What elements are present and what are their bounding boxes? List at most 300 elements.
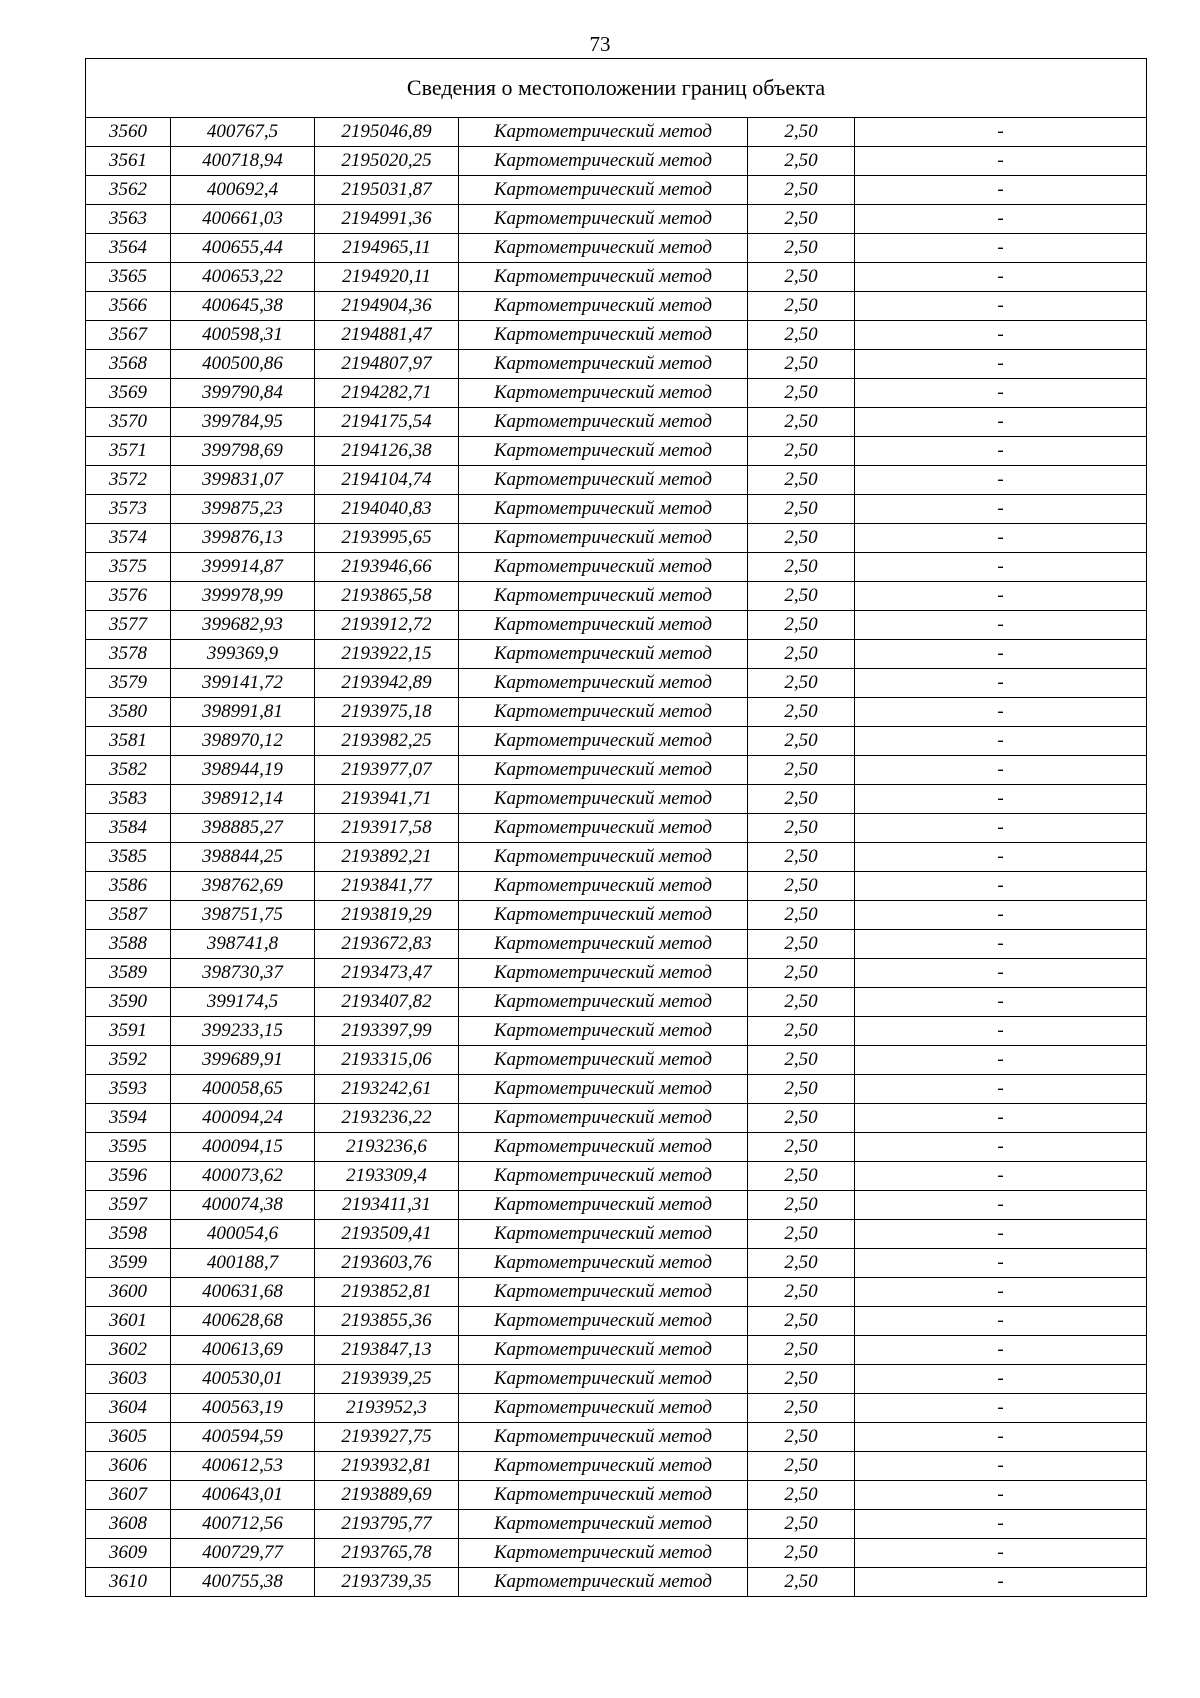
y-coordinate-cell: 2193855,36 [315,1307,459,1336]
accuracy-cell: 2,50 [748,176,855,205]
description-cell: - [855,437,1147,466]
accuracy-cell: 2,50 [748,785,855,814]
description-cell: - [855,930,1147,959]
description-cell: - [855,756,1147,785]
x-coordinate-cell: 398970,12 [171,727,315,756]
x-coordinate-cell: 399233,15 [171,1017,315,1046]
description-cell: - [855,1133,1147,1162]
table-row [86,988,1147,1017]
x-coordinate-cell: 400718,94 [171,147,315,176]
table-row [86,1104,1147,1133]
description-cell: - [855,640,1147,669]
method-cell: Картометрический метод [459,930,748,959]
x-coordinate-cell: 400598,31 [171,321,315,350]
x-coordinate-cell: 398885,27 [171,814,315,843]
x-coordinate-cell: 398844,25 [171,843,315,872]
method-cell: Картометрический метод [459,321,748,350]
table-row [86,379,1147,408]
accuracy-cell: 2,50 [748,1307,855,1336]
x-coordinate-cell: 400712,56 [171,1510,315,1539]
method-cell: Картометрический метод [459,1249,748,1278]
method-cell: Картометрический метод [459,1394,748,1423]
accuracy-cell: 2,50 [748,640,855,669]
x-coordinate-cell: 399689,91 [171,1046,315,1075]
description-cell: - [855,1539,1147,1568]
accuracy-cell: 2,50 [748,350,855,379]
y-coordinate-cell: 2193236,22 [315,1104,459,1133]
method-cell: Картометрический метод [459,263,748,292]
table-row [86,930,1147,959]
description-cell: - [855,611,1147,640]
method-cell: Картометрический метод [459,1104,748,1133]
accuracy-cell: 2,50 [748,1510,855,1539]
y-coordinate-cell: 2194991,36 [315,205,459,234]
table-row [86,321,1147,350]
accuracy-cell: 2,50 [748,988,855,1017]
method-cell: Картометрический метод [459,1539,748,1568]
description-cell: - [855,379,1147,408]
table-row [86,1539,1147,1568]
x-coordinate-cell: 398991,81 [171,698,315,727]
point-number-cell: 3570 [86,408,171,437]
method-cell: Картометрический метод [459,1046,748,1075]
accuracy-cell: 2,50 [748,1278,855,1307]
accuracy-cell: 2,50 [748,495,855,524]
point-number-cell: 3598 [86,1220,171,1249]
method-cell: Картометрический метод [459,350,748,379]
y-coordinate-cell: 2193852,81 [315,1278,459,1307]
x-coordinate-cell: 400073,62 [171,1162,315,1191]
y-coordinate-cell: 2194920,11 [315,263,459,292]
x-coordinate-cell: 400563,19 [171,1394,315,1423]
method-cell: Картометрический метод [459,1162,748,1191]
y-coordinate-cell: 2193917,58 [315,814,459,843]
accuracy-cell: 2,50 [748,234,855,263]
point-number-cell: 3569 [86,379,171,408]
accuracy-cell: 2,50 [748,408,855,437]
description-cell: - [855,582,1147,611]
point-number-cell: 3582 [86,756,171,785]
table-row [86,814,1147,843]
x-coordinate-cell: 400628,68 [171,1307,315,1336]
point-number-cell: 3601 [86,1307,171,1336]
method-cell: Картометрический метод [459,466,748,495]
y-coordinate-cell: 2193309,4 [315,1162,459,1191]
y-coordinate-cell: 2193411,31 [315,1191,459,1220]
accuracy-cell: 2,50 [748,1249,855,1278]
method-cell: Картометрический метод [459,785,748,814]
point-number-cell: 3606 [86,1452,171,1481]
x-coordinate-cell: 399784,95 [171,408,315,437]
x-coordinate-cell: 400643,01 [171,1481,315,1510]
table-row [86,872,1147,901]
table-row [86,1452,1147,1481]
x-coordinate-cell: 400500,86 [171,350,315,379]
table-row [86,1481,1147,1510]
method-cell: Картометрический метод [459,901,748,930]
point-number-cell: 3571 [86,437,171,466]
table-row [86,727,1147,756]
table-row [86,234,1147,263]
x-coordinate-cell: 399369,9 [171,640,315,669]
table-title-row [86,59,1147,118]
method-cell: Картометрический метод [459,553,748,582]
table-row [86,437,1147,466]
table-row [86,205,1147,234]
point-number-cell: 3600 [86,1278,171,1307]
y-coordinate-cell: 2193946,66 [315,553,459,582]
table-row [86,1307,1147,1336]
description-cell: - [855,1510,1147,1539]
method-cell: Картометрический метод [459,379,748,408]
point-number-cell: 3567 [86,321,171,350]
accuracy-cell: 2,50 [748,1075,855,1104]
y-coordinate-cell: 2193977,07 [315,756,459,785]
description-cell: - [855,1394,1147,1423]
table-row [86,1017,1147,1046]
description-cell: - [855,263,1147,292]
description-cell: - [855,495,1147,524]
method-cell: Картометрический метод [459,1452,748,1481]
description-cell: - [855,147,1147,176]
x-coordinate-cell: 400094,24 [171,1104,315,1133]
table-row [86,1568,1147,1597]
accuracy-cell: 2,50 [748,1133,855,1162]
x-coordinate-cell: 400653,22 [171,263,315,292]
y-coordinate-cell: 2194965,11 [315,234,459,263]
description-cell: - [855,843,1147,872]
method-cell: Картометрический метод [459,727,748,756]
point-number-cell: 3562 [86,176,171,205]
accuracy-cell: 2,50 [748,524,855,553]
table-row [86,1162,1147,1191]
point-number-cell: 3584 [86,814,171,843]
point-number-cell: 3568 [86,350,171,379]
description-cell: - [855,1336,1147,1365]
point-number-cell: 3575 [86,553,171,582]
y-coordinate-cell: 2193927,75 [315,1423,459,1452]
y-coordinate-cell: 2193932,81 [315,1452,459,1481]
accuracy-cell: 2,50 [748,814,855,843]
table-row [86,1249,1147,1278]
point-number-cell: 3588 [86,930,171,959]
x-coordinate-cell: 400755,38 [171,1568,315,1597]
table-row [86,1510,1147,1539]
x-coordinate-cell: 400613,69 [171,1336,315,1365]
description-cell: - [855,1104,1147,1133]
table-row [86,118,1147,147]
point-number-cell: 3594 [86,1104,171,1133]
description-cell: - [855,1481,1147,1510]
method-cell: Картометрический метод [459,1278,748,1307]
table-row [86,785,1147,814]
accuracy-cell: 2,50 [748,901,855,930]
description-cell: - [855,1249,1147,1278]
y-coordinate-cell: 2193952,3 [315,1394,459,1423]
table-row [86,408,1147,437]
y-coordinate-cell: 2193819,29 [315,901,459,930]
x-coordinate-cell: 400094,15 [171,1133,315,1162]
point-number-cell: 3565 [86,263,171,292]
y-coordinate-cell: 2193912,72 [315,611,459,640]
table-body [86,118,1147,1597]
accuracy-cell: 2,50 [748,1423,855,1452]
description-cell: - [855,669,1147,698]
method-cell: Картометрический метод [459,1220,748,1249]
accuracy-cell: 2,50 [748,553,855,582]
description-cell: - [855,1017,1147,1046]
y-coordinate-cell: 2193407,82 [315,988,459,1017]
description-cell: - [855,1162,1147,1191]
point-number-cell: 3564 [86,234,171,263]
description-cell: - [855,727,1147,756]
method-cell: Картометрический метод [459,495,748,524]
method-cell: Картометрический метод [459,1423,748,1452]
y-coordinate-cell: 2194881,47 [315,321,459,350]
method-cell: Картометрический метод [459,698,748,727]
description-cell: - [855,959,1147,988]
point-number-cell: 3560 [86,118,171,147]
table-row [86,1423,1147,1452]
accuracy-cell: 2,50 [748,582,855,611]
accuracy-cell: 2,50 [748,611,855,640]
method-cell: Картометрический метод [459,118,748,147]
point-number-cell: 3595 [86,1133,171,1162]
point-number-cell: 3586 [86,872,171,901]
page-number: 73 [589,32,611,56]
y-coordinate-cell: 2193942,89 [315,669,459,698]
point-number-cell: 3587 [86,901,171,930]
y-coordinate-cell: 2193892,21 [315,843,459,872]
x-coordinate-cell: 399798,69 [171,437,315,466]
point-number-cell: 3563 [86,205,171,234]
table-title: Сведения о местоположении границ объекта [86,59,1147,118]
table-row [86,640,1147,669]
point-number-cell: 3578 [86,640,171,669]
table-row [86,147,1147,176]
y-coordinate-cell: 2195020,25 [315,147,459,176]
table-row [86,1046,1147,1075]
method-cell: Картометрический метод [459,205,748,234]
x-coordinate-cell: 399682,93 [171,611,315,640]
method-cell: Картометрический метод [459,611,748,640]
method-cell: Картометрический метод [459,756,748,785]
method-cell: Картометрический метод [459,959,748,988]
method-cell: Картометрический метод [459,234,748,263]
boundary-coordinates-table [85,58,1147,1597]
table-row [86,959,1147,988]
accuracy-cell: 2,50 [748,1481,855,1510]
y-coordinate-cell: 2193847,13 [315,1336,459,1365]
point-number-cell: 3585 [86,843,171,872]
point-number-cell: 3566 [86,292,171,321]
table-row [86,843,1147,872]
table-row [86,1133,1147,1162]
accuracy-cell: 2,50 [748,118,855,147]
method-cell: Картометрический метод [459,1510,748,1539]
x-coordinate-cell: 399875,23 [171,495,315,524]
point-number-cell: 3577 [86,611,171,640]
x-coordinate-cell: 399174,5 [171,988,315,1017]
y-coordinate-cell: 2193939,25 [315,1365,459,1394]
accuracy-cell: 2,50 [748,1017,855,1046]
point-number-cell: 3599 [86,1249,171,1278]
y-coordinate-cell: 2193941,71 [315,785,459,814]
point-number-cell: 3609 [86,1539,171,1568]
point-number-cell: 3608 [86,1510,171,1539]
method-cell: Картометрический метод [459,1191,748,1220]
table-row [86,553,1147,582]
table-row [86,292,1147,321]
point-number-cell: 3561 [86,147,171,176]
point-number-cell: 3576 [86,582,171,611]
method-cell: Картометрический метод [459,640,748,669]
description-cell: - [855,176,1147,205]
table-row [86,1220,1147,1249]
y-coordinate-cell: 2194104,74 [315,466,459,495]
method-cell: Картометрический метод [459,582,748,611]
y-coordinate-cell: 2193841,77 [315,872,459,901]
table-row [86,1394,1147,1423]
accuracy-cell: 2,50 [748,727,855,756]
point-number-cell: 3573 [86,495,171,524]
point-number-cell: 3597 [86,1191,171,1220]
y-coordinate-cell: 2193975,18 [315,698,459,727]
table-row [86,176,1147,205]
x-coordinate-cell: 400054,6 [171,1220,315,1249]
table-row [86,1365,1147,1394]
method-cell: Картометрический метод [459,872,748,901]
accuracy-cell: 2,50 [748,466,855,495]
table-row [86,582,1147,611]
x-coordinate-cell: 400692,4 [171,176,315,205]
y-coordinate-cell: 2193982,25 [315,727,459,756]
accuracy-cell: 2,50 [748,1104,855,1133]
x-coordinate-cell: 400729,77 [171,1539,315,1568]
method-cell: Картометрический метод [459,1133,748,1162]
x-coordinate-cell: 398762,69 [171,872,315,901]
description-cell: - [855,350,1147,379]
table-row [86,466,1147,495]
accuracy-cell: 2,50 [748,669,855,698]
x-coordinate-cell: 400767,5 [171,118,315,147]
table-row [86,1075,1147,1104]
accuracy-cell: 2,50 [748,1336,855,1365]
y-coordinate-cell: 2195046,89 [315,118,459,147]
x-coordinate-cell: 400058,65 [171,1075,315,1104]
accuracy-cell: 2,50 [748,1365,855,1394]
description-cell: - [855,698,1147,727]
accuracy-cell: 2,50 [748,1191,855,1220]
point-number-cell: 3602 [86,1336,171,1365]
method-cell: Картометрический метод [459,1336,748,1365]
y-coordinate-cell: 2194807,97 [315,350,459,379]
y-coordinate-cell: 2194175,54 [315,408,459,437]
point-number-cell: 3580 [86,698,171,727]
method-cell: Картометрический метод [459,988,748,1017]
y-coordinate-cell: 2194126,38 [315,437,459,466]
y-coordinate-cell: 2193509,41 [315,1220,459,1249]
table-row [86,350,1147,379]
description-cell: - [855,988,1147,1017]
method-cell: Картометрический метод [459,1307,748,1336]
x-coordinate-cell: 400631,68 [171,1278,315,1307]
description-cell: - [855,1075,1147,1104]
method-cell: Картометрический метод [459,437,748,466]
description-cell: - [855,1191,1147,1220]
description-cell: - [855,1365,1147,1394]
point-number-cell: 3589 [86,959,171,988]
x-coordinate-cell: 398741,8 [171,930,315,959]
method-cell: Картометрический метод [459,843,748,872]
x-coordinate-cell: 400188,7 [171,1249,315,1278]
method-cell: Картометрический метод [459,1481,748,1510]
accuracy-cell: 2,50 [748,147,855,176]
table-row [86,1191,1147,1220]
accuracy-cell: 2,50 [748,698,855,727]
description-cell: - [855,205,1147,234]
accuracy-cell: 2,50 [748,872,855,901]
y-coordinate-cell: 2193397,99 [315,1017,459,1046]
x-coordinate-cell: 399914,87 [171,553,315,582]
point-number-cell: 3592 [86,1046,171,1075]
point-number-cell: 3596 [86,1162,171,1191]
y-coordinate-cell: 2193922,15 [315,640,459,669]
x-coordinate-cell: 399141,72 [171,669,315,698]
description-cell: - [855,466,1147,495]
y-coordinate-cell: 2193765,78 [315,1539,459,1568]
x-coordinate-cell: 399978,99 [171,582,315,611]
description-cell: - [855,1423,1147,1452]
y-coordinate-cell: 2193603,76 [315,1249,459,1278]
table-row [86,1336,1147,1365]
y-coordinate-cell: 2193242,61 [315,1075,459,1104]
method-cell: Картометрический метод [459,1365,748,1394]
method-cell: Картометрический метод [459,814,748,843]
x-coordinate-cell: 400645,38 [171,292,315,321]
y-coordinate-cell: 2193739,35 [315,1568,459,1597]
x-coordinate-cell: 398944,19 [171,756,315,785]
x-coordinate-cell: 398751,75 [171,901,315,930]
x-coordinate-cell: 399790,84 [171,379,315,408]
x-coordinate-cell: 400661,03 [171,205,315,234]
description-cell: - [855,553,1147,582]
x-coordinate-cell: 400530,01 [171,1365,315,1394]
x-coordinate-cell: 400612,53 [171,1452,315,1481]
x-coordinate-cell: 398912,14 [171,785,315,814]
method-cell: Картометрический метод [459,176,748,205]
description-cell: - [855,1220,1147,1249]
description-cell: - [855,524,1147,553]
point-number-cell: 3583 [86,785,171,814]
table-row [86,495,1147,524]
description-cell: - [855,234,1147,263]
accuracy-cell: 2,50 [748,321,855,350]
y-coordinate-cell: 2193865,58 [315,582,459,611]
description-cell: - [855,1046,1147,1075]
y-coordinate-cell: 2194904,36 [315,292,459,321]
description-cell: - [855,1452,1147,1481]
accuracy-cell: 2,50 [748,1394,855,1423]
accuracy-cell: 2,50 [748,1568,855,1597]
accuracy-cell: 2,50 [748,263,855,292]
accuracy-cell: 2,50 [748,1452,855,1481]
description-cell: - [855,901,1147,930]
description-cell: - [855,408,1147,437]
description-cell: - [855,1278,1147,1307]
table-row [86,1278,1147,1307]
accuracy-cell: 2,50 [748,843,855,872]
